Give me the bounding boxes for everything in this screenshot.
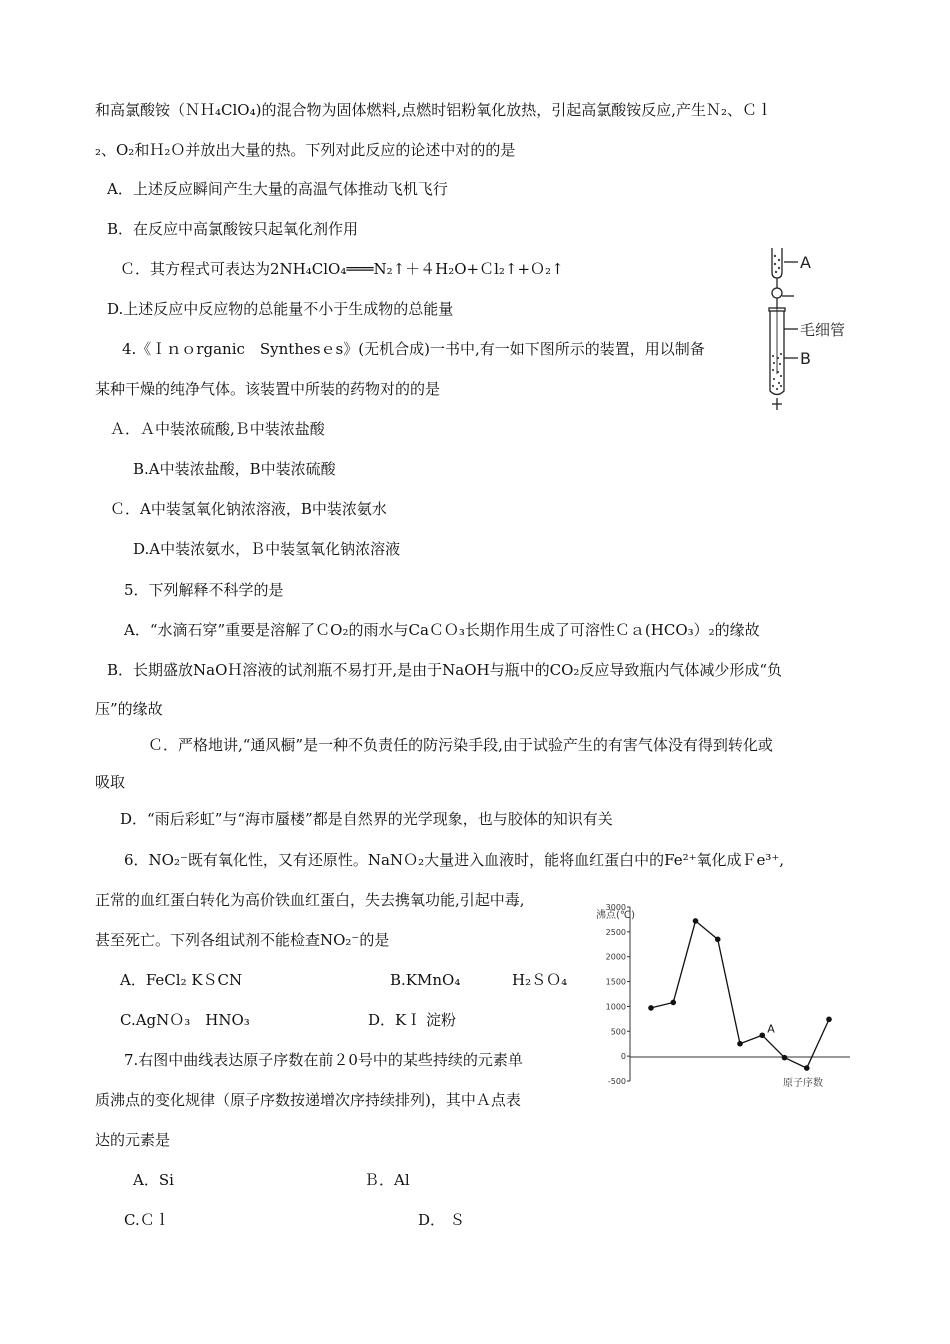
q5-option-c-line2: 吸取 bbox=[95, 773, 126, 791]
y-tick-label: 3000 bbox=[605, 903, 626, 912]
point-label-a: A bbox=[767, 1022, 775, 1036]
data-point bbox=[826, 1017, 832, 1023]
q7-stem-line1: 7.右图中曲线表达原子序数在前２0号中的某些持续的元素单 bbox=[124, 1051, 523, 1069]
q3-stem-line1: 和高氯酸铵（ＮＨ₄ClO₄)的混合物为固体燃料,点燃时铝粉氧化放热，引起高氯酸铵反应,产生Ｎ₂、Ｃｌ bbox=[95, 101, 773, 119]
y-tick-label: -500 bbox=[607, 1077, 626, 1086]
chart-xlabel: 原子序数 bbox=[783, 1078, 823, 1089]
y-tick-label: 2500 bbox=[605, 927, 626, 937]
data-point bbox=[804, 1065, 810, 1071]
q5-stem: 5．下列解释不科学的是 bbox=[124, 581, 284, 599]
apparatus-diagram bbox=[760, 246, 870, 412]
q3-option-a: A．上述反应瞬间产生大量的高温气体推动飞机飞行 bbox=[107, 180, 448, 198]
q4-option-b: B.A中装浓盐酸，B中装浓硫酸 bbox=[133, 460, 336, 478]
q3-option-d: D.上述反应中反应物的总能量不小于生成物的总能量 bbox=[107, 300, 454, 318]
q6-option-b-part2: H₂ＳＯ₄ bbox=[512, 971, 568, 989]
q7-stem-line2: 质沸点的变化规律（原子序数按递增次序持续排列)，其中Ａ点表 bbox=[95, 1091, 521, 1109]
q7-option-a: A．Si bbox=[133, 1171, 174, 1189]
q4-stem-line2: 某种干燥的纯净气体。该装置中所装的药物对的的是 bbox=[95, 380, 441, 398]
q5-option-d: D．“雨后彩虹”与“海市蜃楼”都是自然界的光学现象，也与胶体的知识有关 bbox=[120, 810, 613, 828]
chart-ylabel: 沸点(℃) bbox=[596, 910, 636, 921]
q5-option-b-line2: 压”的缘故 bbox=[95, 700, 163, 718]
data-point bbox=[693, 918, 699, 924]
q3-option-b: B．在反应中高氯酸铵只起氧化剂作用 bbox=[107, 220, 359, 238]
q6-stem-line1: 6．NO₂⁻既有氧化性，又有还原性。NaNＯ₂大量进入血液时，能将血红蛋白中的Fe²⁺氧化成Ｆe³⁺, bbox=[124, 851, 785, 869]
data-point bbox=[648, 1005, 654, 1011]
q6-option-b: B.KMnO₄ bbox=[390, 971, 461, 989]
label-capillary: 毛细管 bbox=[800, 321, 846, 339]
data-point bbox=[715, 937, 721, 943]
q5-option-a: A．“水滴石穿”重要是溶解了ＣO₂的雨水与CaＣＯ₃长期作用生成了可溶性Ｃａ(HCO₃）₂的缘故 bbox=[124, 621, 760, 639]
q5-option-c-line1: Ｃ．严格地讲,“通风橱”是一种不负责任的防污染手段,由于试验产生的有害气体没有得到转化或 bbox=[148, 736, 773, 754]
q7-option-b: Ｂ．Al bbox=[364, 1171, 410, 1189]
q5-option-b-line1: B．长期盛放NaOＨ溶液的试剂瓶不易打开,是由于NaOH与瓶中的CO₂反应导致瓶内气体减少形成“负 bbox=[107, 661, 783, 679]
q3-option-c: Ｃ．其方程式可表达为2NH₄ClO₄═══N₂↑＋４H₂O+Ｃl₂↑+Ｏ₂↑ bbox=[120, 260, 564, 278]
y-tick-label: 0 bbox=[620, 1052, 626, 1062]
data-point bbox=[737, 1041, 743, 1047]
label-a: A bbox=[800, 253, 811, 272]
q6-option-a: A．FeCl₂ KＳCN bbox=[120, 971, 243, 989]
q6-stem-line3: 甚至死亡。下列各组试剂不能检查NO₂⁻的是 bbox=[95, 931, 390, 949]
q4-option-d: D.A中装浓氨水，Ｂ中装氢氧化钠浓溶液 bbox=[133, 540, 401, 558]
q3-stem-line2: ₂、O₂和Ｈ₂Ｏ并放出大量的热。下列对此反应的论述中对的的是 bbox=[95, 141, 516, 159]
data-point bbox=[670, 1000, 676, 1006]
q4-stem-line1: 4.《Ｉｎｏrganic Synthesｅs》(无机合成)一书中,有一如下图所示的装置，用以制备 bbox=[122, 340, 705, 358]
q7-stem-line3: 达的元素是 bbox=[95, 1131, 171, 1149]
q6-option-c: C.AgNＯ₃ HNO₃ bbox=[120, 1011, 250, 1029]
label-b: B bbox=[800, 349, 811, 368]
y-tick-label: 2000 bbox=[605, 952, 626, 962]
q7-option-c: C.Ｃｌ bbox=[124, 1211, 170, 1229]
y-tick-label: 500 bbox=[610, 1027, 626, 1037]
q7-option-d: D． Ｓ bbox=[418, 1211, 465, 1229]
q6-option-d: D．KＩ 淀粉 bbox=[368, 1011, 457, 1029]
y-tick-label: 1500 bbox=[605, 977, 626, 987]
boiling-point-chart bbox=[588, 896, 858, 1106]
funnel-a bbox=[772, 248, 782, 278]
q4-option-a: Ａ．Ａ中装浓硫酸,Ｂ中装浓盐酸 bbox=[110, 420, 325, 438]
y-axis-ticks bbox=[606, 903, 630, 1086]
data-point bbox=[759, 1032, 765, 1038]
q6-stem-line2: 正常的血红蛋白转化为高价铁血红蛋白，失去携氧功能,引起中毒, bbox=[95, 891, 525, 909]
q4-option-c: Ｃ．A中装氢氧化钠浓溶液，B中装浓氨水 bbox=[110, 500, 387, 518]
y-tick-label: 1000 bbox=[605, 1002, 626, 1012]
data-point bbox=[782, 1055, 788, 1061]
